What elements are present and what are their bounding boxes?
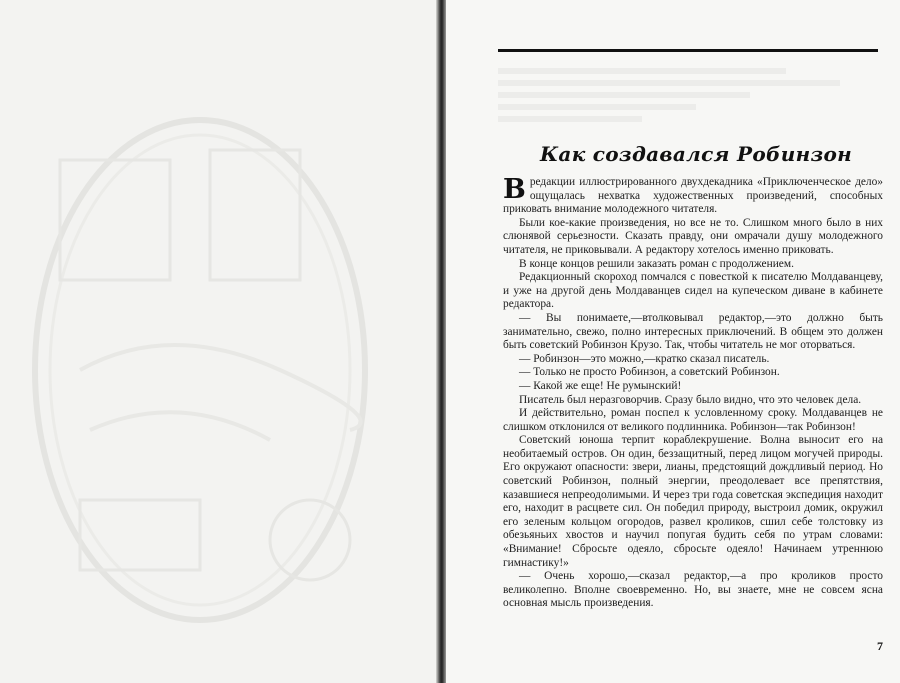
paragraph: Вредакции иллюстрированного двухдекадника «Приключенческое дело» ощущалась нехватка художественных произведений, способных приковать внимание молодежного читателя. (503, 174, 883, 216)
paragraph: Писатель был неразговорчив. Сразу было видно, что это человек дела. (519, 393, 862, 406)
paragraph: — Вы понимаете,—втолковывал редактор,—это должно быть занимательно, свежо, полно интересных приключений. В общем это должен быть советский Робинзон Крузо. Так, чтобы читатель не мог оторваться. (503, 311, 883, 352)
body-text (503, 176, 883, 611)
faded-illustration-bleed-through (20, 70, 380, 650)
paragraph: Редакционный скороход помчался с повесткой к писателю Молдаванцеву, и уже на другой день Молдаванцев сидел на купеческом диване в кабинете редактора. (503, 271, 883, 311)
drop-cap: В (503, 174, 526, 205)
paragraph: — Робинзон—это можно,—кратко сказал писатель. (519, 352, 770, 365)
paragraph: — Какой же еще! Не румынский! (519, 379, 682, 392)
chapter-title: Как создавался Робинзон (539, 142, 853, 166)
paragraph: — Очень хорошо,—сказал редактор,—а про кроликов просто великолепно. Вполне своевременно. Но, вы знаете, мне не совсем ясна основная мысль произведения. (503, 570, 883, 610)
page-number: 7 (877, 639, 883, 653)
paragraph: Советский юноша терпит кораблекрушение. Волна выносит его на необитаемый остров. Он один, беззащитный, перед лицом могучей природы. Его окружают опасности: звери, лианы, предстоящий дождливый период. Но советский Робинзон, полный энергии, преодолевает все препятствия, казавшиеся непреодолимыми. И через три года советская экспедиция находит его, находит в расцвете сил. Он победил природу, выстроил домик, окружил его зеленым кольцом огородов, развел кроликов, сшил себе толстовку из обезьяньих хвостов и научил попугая будить себя по утрам словами: «Внимание! Сбросьте одеяло, сбросьте одеяло! Начинаем утреннюю гимнастику!» (503, 434, 883, 569)
book-gutter (436, 0, 446, 683)
paragraph: В конце концов решили заказать роман с продолжением. (519, 257, 794, 270)
paragraph: И действительно, роман поспел к условленному сроку. Молдаванцев не слишком отклонился от великого подлинника. Робинзон—так Робинзон! (503, 407, 883, 433)
right-page (446, 0, 900, 683)
paragraph: Были кое-какие произведения, но все не то. Слишком много было в них слюнявой серьезности. Сказать правду, они омрачали душу молодежного читателя, не приковывали. А редактору хотелось именно приковать. (503, 216, 883, 256)
header-rule (498, 49, 878, 52)
left-page (0, 0, 438, 683)
paragraph: — Только не просто Робинзон, а советский Робинзон. (519, 366, 780, 379)
